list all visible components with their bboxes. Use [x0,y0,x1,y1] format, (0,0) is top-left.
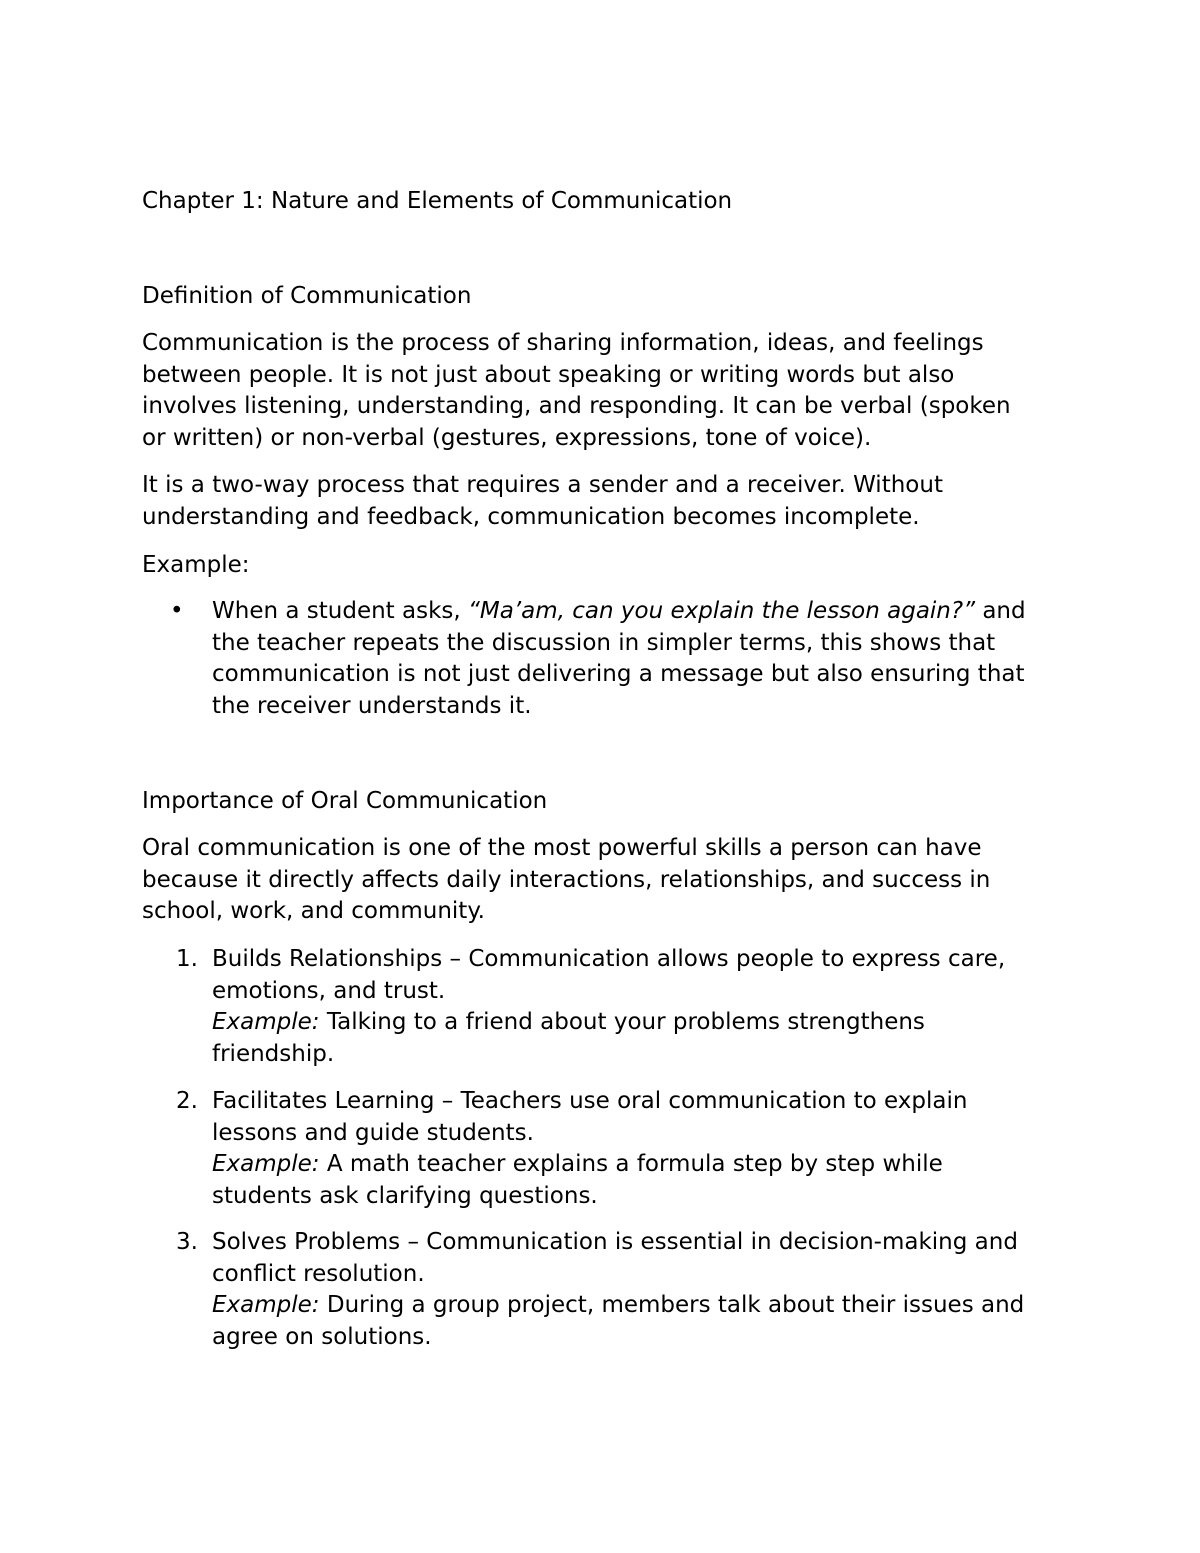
list-item-example [212,1290,1062,1353]
definition-paragraph-1: Communication is the process of sharing information, ideas, and feelings between people. It is not just about speaking or writing words but also involves listening, understanding, and responding. It can be verbal (spoken or written) or non-verbal (gestures, expressions, tone of voice). [142,330,1011,451]
importance-paragraph: Oral communication is one of the most powerful skills a person can have because it directly affects daily interactions, relationships, and success in school, work, and community. [142,835,991,924]
chapter-title: Chapter 1: Nature and Elements of Communication [142,188,733,214]
bullet-lead: When a student asks, [212,598,468,624]
example-label-italic: Example: [212,1151,320,1177]
bullet-quote: “Ma’am, can you explain the lesson again?” [468,598,976,624]
definition-heading: Definition of Communication [142,283,472,309]
list-item-text: Builds Relationships – Communication allows people to express care, emotions, and trust. [212,946,1006,1004]
example-label-italic: Example: [212,1292,320,1318]
list-number: 1. [176,946,198,972]
list-item-example [212,1007,972,1070]
bullet-marker: • [170,598,184,624]
example-text: During a group project, members talk about their issues and agree on solutions. [212,1292,1025,1350]
list-number: 2. [176,1088,198,1114]
example-text: Talking to a friend about your problems strengthens friendship. [212,1009,925,1067]
definition-paragraph-2: It is a two-way process that requires a sender and a receiver. Without understanding and feedback, communication becomes incomplete. [142,472,943,530]
bullet-text [212,596,1062,722]
list-item-text: Solves Problems – Communication is essential in decision-making and conflict resolution. [212,1229,1018,1287]
bullet-rest: and the teacher repeats the discussion in simpler terms, this shows that communication is not just delivering a message but also ensuring that the receiver understands it. [212,598,1026,719]
list-item-example [212,1149,1002,1212]
importance-heading: Importance of Oral Communication [142,788,548,814]
example-label: Example: [142,552,250,578]
list-number: 3. [176,1229,198,1255]
list-item-text: Facilitates Learning – Teachers use oral communication to explain lessons and guide students. [212,1088,968,1146]
example-text: A math teacher explains a formula step by step while students ask clarifying questions. [212,1151,943,1209]
example-label-italic: Example: [212,1009,320,1035]
